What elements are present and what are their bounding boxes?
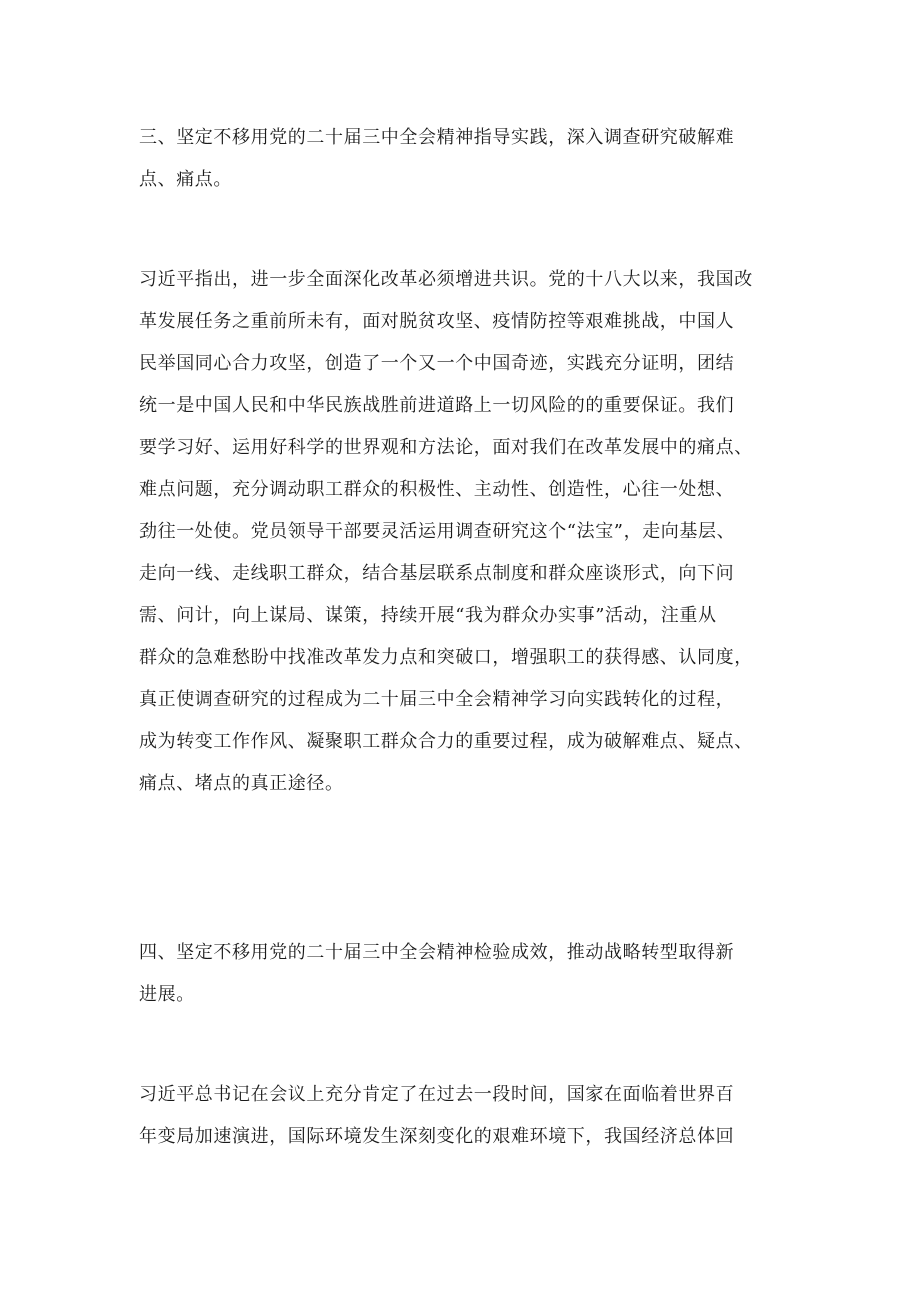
- text-line: 点、痛点。: [139, 169, 232, 190]
- text-line: 三、坚定不移用党的二十届三中全会精神指导实践，深入调查研究破解难: [139, 127, 735, 148]
- text-line: 革发展任务之重前所未有，面对脱贫攻坚、疫情防控等艰难挑战，中国人: [139, 311, 735, 332]
- text-line: 习近平指出，进一步全面深化改革必须增进共识。党的十八大以来，我国改: [139, 269, 753, 290]
- text-line: 成为转变工作作风、凝聚职工群众合力的重要过程，成为破解难点、疑点、: [139, 731, 753, 752]
- text-line: 民举国同心合力攻坚，创造了一个又一个中国奇迹，实践充分证明，团结: [139, 353, 735, 374]
- paragraph-3: [139, 259, 799, 805]
- paragraph-4: [139, 1074, 799, 1158]
- text-line: 要学习好、运用好科学的世界观和方法论，面对我们在改革发展中的痛点、: [139, 437, 753, 458]
- text-line: 难点问题，充分调动职工群众的积极性、主动性、创造性，心往一处想、: [139, 479, 735, 500]
- text-line: 习近平总书记在会议上充分肯定了在过去一段时间，国家在面临着世界百: [139, 1084, 735, 1105]
- section-heading-4: [139, 932, 799, 1016]
- text-line: 走向一线、走线职工群众，结合基层联系点制度和群众座谈形式，向下问: [139, 563, 735, 584]
- section-heading-3: [139, 117, 799, 201]
- text-line: 真正使调查研究的过程成为二十届三中全会精神学习向实践转化的过程，: [139, 689, 735, 710]
- text-line: 统一是中国人民和中华民族战胜前进道路上一切风险的的重要保证。我们: [139, 395, 735, 416]
- text-line: 进展。: [139, 984, 195, 1005]
- text-line: 四、坚定不移用党的二十届三中全会精神检验成效，推动战略转型取得新: [139, 942, 735, 963]
- text-line: 痛点、堵点的真正途径。: [139, 773, 344, 794]
- text-line: 劲往一处使。党员领导干部要灵活运用调查研究这个“法宝”，走向基层、: [139, 521, 736, 542]
- text-line: 年变局加速演进，国际环境发生深刻变化的艰难环境下，我国经济总体回: [139, 1126, 735, 1147]
- text-line: 群众的急难愁盼中找准改革发力点和突破口，增强职工的获得感、认同度，: [139, 647, 753, 668]
- text-line: 需、问计，向上谋局、谋策，持续开展“我为群众办实事”活动，注重从: [139, 605, 717, 626]
